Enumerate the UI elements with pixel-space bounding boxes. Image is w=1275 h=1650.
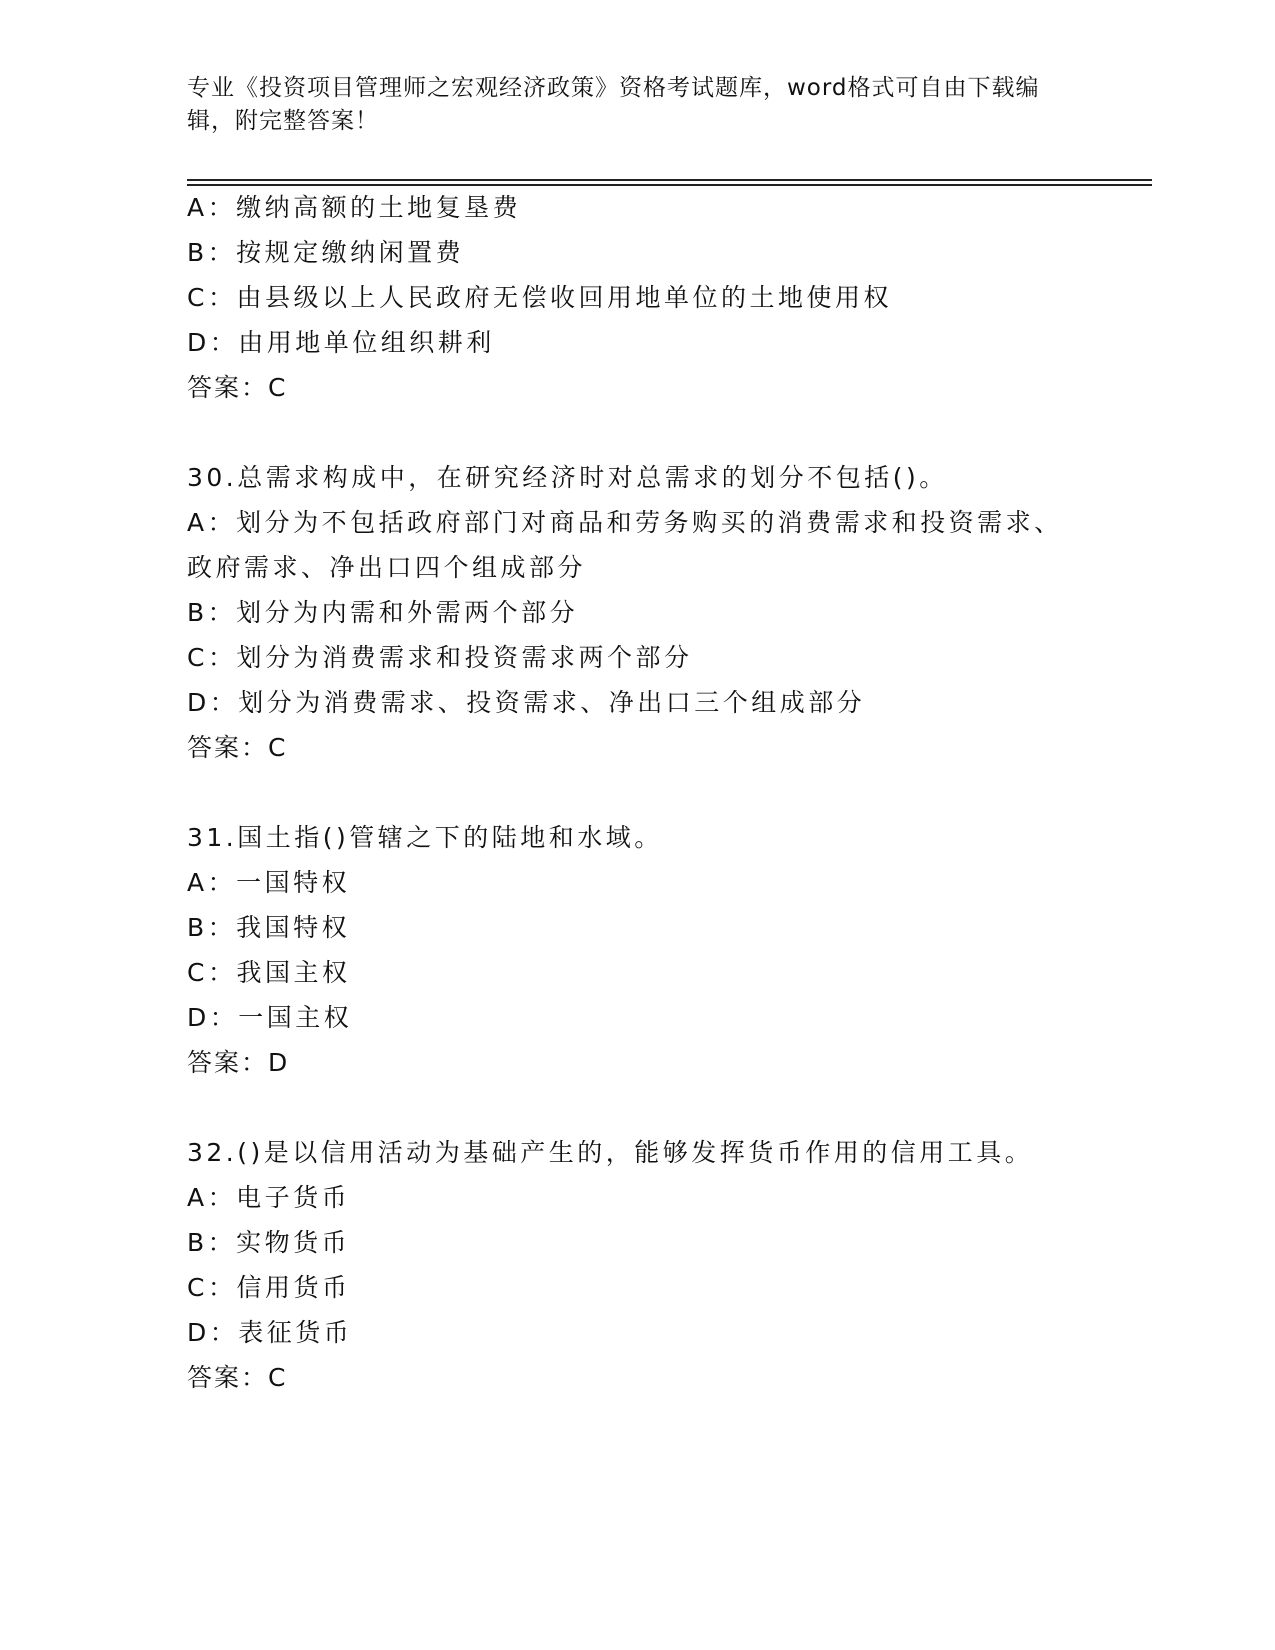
q30-option-c: C：划分为消费需求和投资需求两个部分 — [187, 643, 693, 672]
q31-option-d: D：一国主权 — [187, 1003, 353, 1032]
q31-question: 31.国土指()管辖之下的陆地和水域。 — [187, 823, 663, 852]
q1-option-d: D：由用地单位组织耕利 — [187, 328, 495, 357]
q1-option-a: A：缴纳高额的土地复垦费 — [187, 193, 522, 222]
q1-answer: 答案：C — [187, 373, 288, 402]
q1-option-c: C：由县级以上人民政府无偿收回用地单位的土地使用权 — [187, 283, 892, 312]
header-line-1: 专业《投资项目管理师之宏观经济政策》资格考试题库，word格式可自由下载编 — [187, 75, 1040, 101]
q30-option-a-continued: 政府需求、净出口四个组成部分 — [187, 553, 587, 582]
q30-answer: 答案：C — [187, 733, 288, 762]
q32-option-d: D：表征货币 — [187, 1318, 353, 1347]
q30-option-d: D：划分为消费需求、投资需求、净出口三个组成部分 — [187, 688, 866, 717]
q1-option-b: B：按规定缴纳闲置费 — [187, 238, 465, 267]
header-divider-bottom — [187, 184, 1152, 186]
header-line-2: 辑，附完整答案！ — [187, 108, 379, 134]
document-header — [187, 72, 1067, 138]
q31-option-b: B：我国特权 — [187, 913, 351, 942]
q32-option-b: B：实物货币 — [187, 1228, 351, 1257]
q31-answer: 答案：D — [187, 1048, 290, 1077]
q32-option-c: C：信用货币 — [187, 1273, 351, 1302]
q31-option-a: A：一国特权 — [187, 868, 351, 897]
q31-option-c: C：我国主权 — [187, 958, 351, 987]
q30-question: 30.总需求构成中，在研究经济时对总需求的划分不包括()。 — [187, 463, 948, 492]
q32-option-a: A：电子货币 — [187, 1183, 351, 1212]
q30-option-b: B：划分为内需和外需两个部分 — [187, 598, 579, 627]
q32-answer: 答案：C — [187, 1363, 288, 1392]
q30-option-a: A：划分为不包括政府部门对商品和劳务购买的消费需求和投资需求、 — [187, 508, 1063, 537]
q32-question: 32.()是以信用活动为基础产生的，能够发挥货币作用的信用工具。 — [187, 1138, 1034, 1167]
header-divider-top — [187, 179, 1152, 181]
